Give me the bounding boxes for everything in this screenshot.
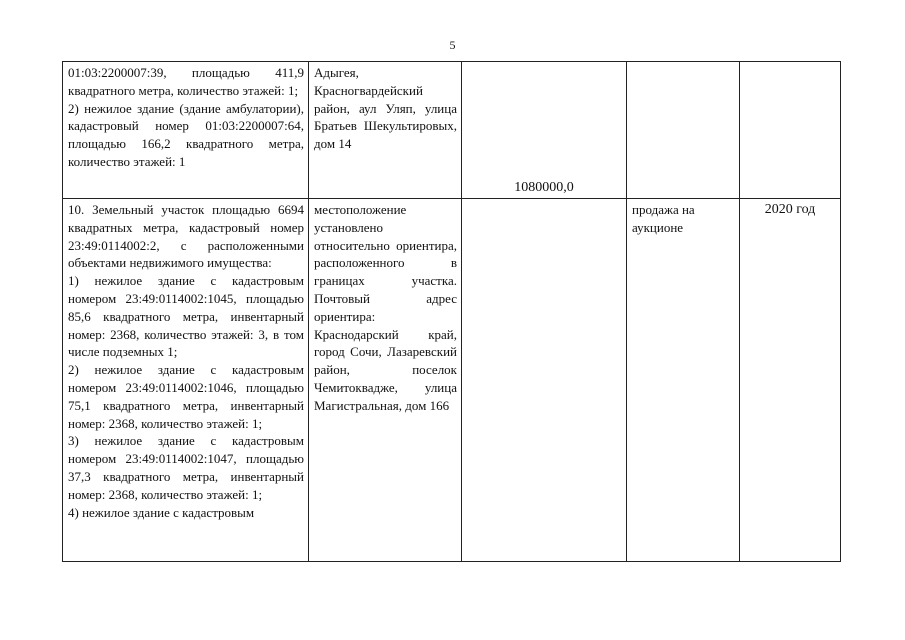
description-text	[63, 62, 308, 171]
description-line: 3) нежилое здание с кадастровым номером 23:49:0114002:1047, площадью 37,3 квадратного метра, инвентарный номер: 2368, количество этажей: 1;	[68, 433, 304, 502]
page-number: 5	[449, 38, 456, 52]
description-line: 01:03:2200007:39, площадью 411,9 квадратного метра, количество этажей: 1;	[68, 65, 304, 98]
method-text	[627, 62, 739, 64]
description-cell	[63, 62, 309, 199]
method-cell	[627, 62, 740, 199]
description-line: 2) нежилое здание (здание амбулатории), кадастровый номер 01:03:2200007:64, площадью 166,2 квадратного метра, количество этажей: 1	[68, 100, 304, 169]
address-text: Адыгея, Красногвардейский район, аул Уляп, улица Братьев Шекультировых, дом 14	[314, 65, 457, 152]
price-cell	[462, 199, 627, 562]
method-cell	[627, 199, 740, 562]
description-text	[63, 199, 308, 521]
year-text	[740, 62, 840, 64]
year-cell	[740, 199, 841, 562]
address-cell	[309, 199, 462, 562]
description-line: 4) нежилое здание с кадастровым	[68, 504, 255, 520]
description-line: 10. Земельный участок площадью 6694 квадратных метра, кадастровый номер 23:49:0114002:2, с расположенными объектами недвижимого имущества:	[68, 202, 304, 271]
year-text: 2020 год	[764, 202, 816, 217]
description-line: 2) нежилое здание с кадастровым номером 23:49:0114002:1046, площадью 75,1 квадратного метра, инвентарный номер: 2368, количество этажей: 1;	[68, 362, 304, 431]
description-cell	[63, 199, 309, 562]
table-row	[63, 62, 841, 199]
year-cell	[740, 62, 841, 199]
address-text: местоположение установлено относительно ориентира, расположенного в границах участка. Почтовый адрес ориентира: Краснодарский край, город Сочи, Лазаревский район, поселок Чемитоквадже, улица Магистральная, дом 166	[314, 202, 457, 413]
method-text: продажа на аукционе	[632, 202, 695, 235]
address-cell	[309, 62, 462, 199]
description-line: 1) нежилое здание с кадастровым номером 23:49:0114002:1045, площадью 85,6 квадратного метра, инвентарный номер: 2368, количество этажей: 3, в том числе подземных 1;	[68, 273, 304, 360]
price-cell	[462, 62, 627, 199]
privatization-table	[62, 61, 841, 562]
table-row	[63, 199, 841, 562]
price-text: 1080000,0	[514, 180, 574, 196]
